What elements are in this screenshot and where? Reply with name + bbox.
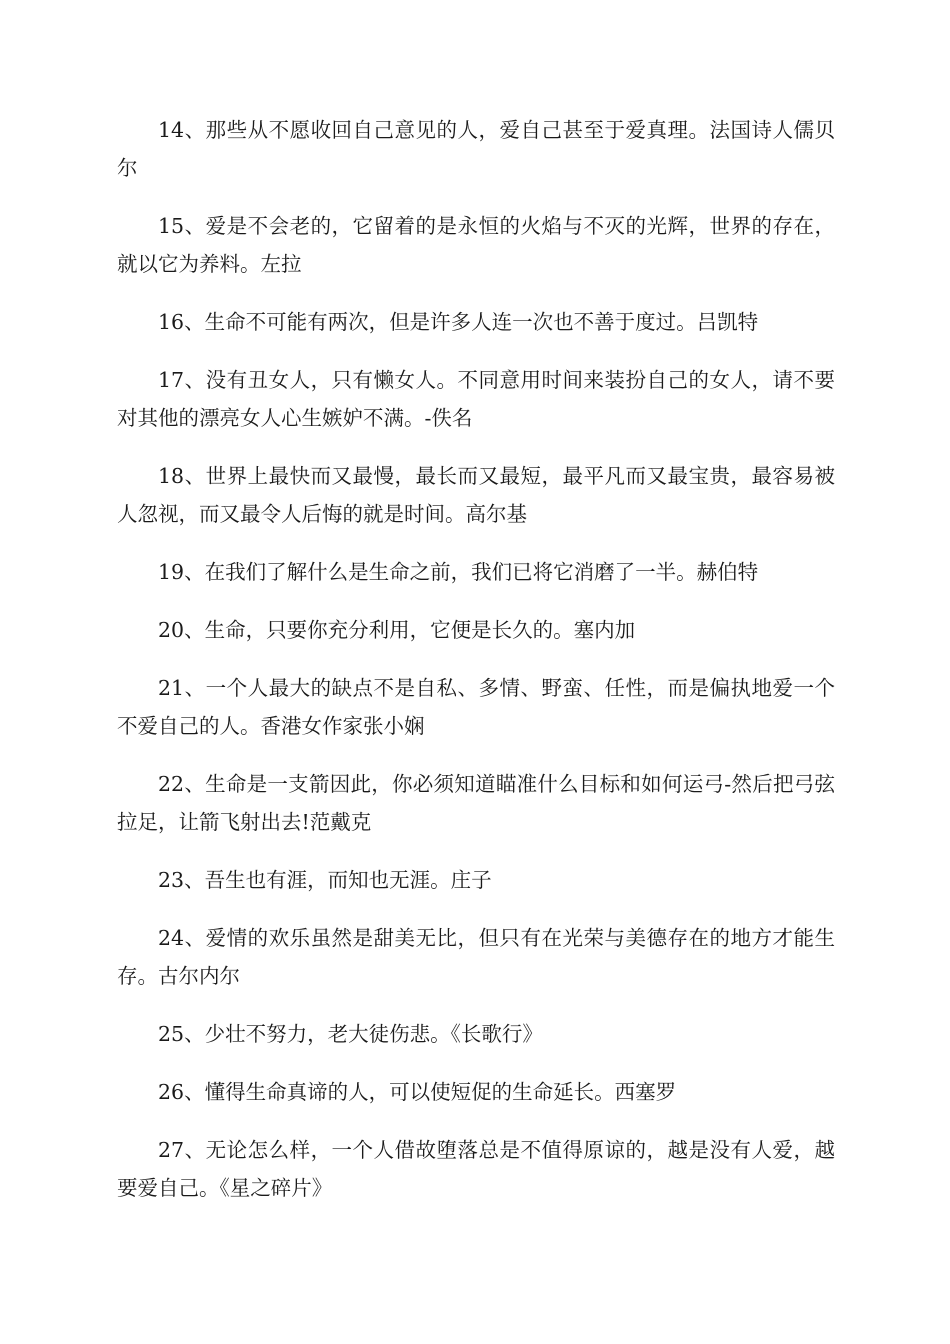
quote-paragraph-25: 25、少壮不努力，老大徒伤悲。《长歌行》 bbox=[158, 1022, 543, 1046]
quote-paragraph-26: 26、懂得生命真谛的人，可以使短促的生命延长。西塞罗 bbox=[158, 1080, 677, 1104]
quote-paragraph-14: 14、那些从不愿收回自己意见的人，爱自己甚至于爱真理。法国诗人儒贝尔 bbox=[117, 118, 835, 180]
quote-list bbox=[117, 111, 835, 1227]
quote-paragraph-19: 19、在我们了解什么是生命之前，我们已将它消磨了一半。赫伯特 bbox=[158, 560, 759, 584]
quote-paragraph-15: 15、爱是不会老的，它留着的是永恒的火焰与不灭的光辉，世界的存在，就以它为养料。左拉 bbox=[117, 214, 835, 276]
quote-paragraph-27: 27、无论怎么样，一个人借故堕落总是不值得原谅的，越是没有人爱，越要爱自己。《星之碎片》 bbox=[117, 1138, 835, 1200]
quote-paragraph-23: 23、吾生也有涯，而知也无涯。庄子 bbox=[158, 868, 492, 892]
quote-paragraph-18: 18、世界上最快而又最慢，最长而又最短，最平凡而又最宝贵，最容易被人忽视，而又最令人后悔的就是时间。高尔基 bbox=[117, 464, 835, 526]
quote-paragraph-16: 16、生命不可能有两次，但是许多人连一次也不善于度过。吕凯特 bbox=[158, 310, 759, 334]
quote-paragraph-24: 24、爱情的欢乐虽然是甜美无比，但只有在光荣与美德存在的地方才能生存。古尔内尔 bbox=[117, 926, 835, 988]
quote-paragraph-17: 17、没有丑女人，只有懒女人。不同意用时间来装扮自己的女人，请不要对其他的漂亮女人心生嫉妒不满。-佚名 bbox=[117, 368, 835, 430]
quote-paragraph-20: 20、生命，只要你充分利用，它便是长久的。塞内加 bbox=[158, 618, 636, 642]
quote-paragraph-22: 22、生命是一支箭因此，你必须知道瞄准什么目标和如何运弓-然后把弓弦拉足，让箭飞射出去!范戴克 bbox=[117, 772, 835, 834]
quote-paragraph-21: 21、一个人最大的缺点不是自私、多情、野蛮、任性，而是偏执地爱一个不爱自己的人。香港女作家张小娴 bbox=[117, 676, 835, 738]
